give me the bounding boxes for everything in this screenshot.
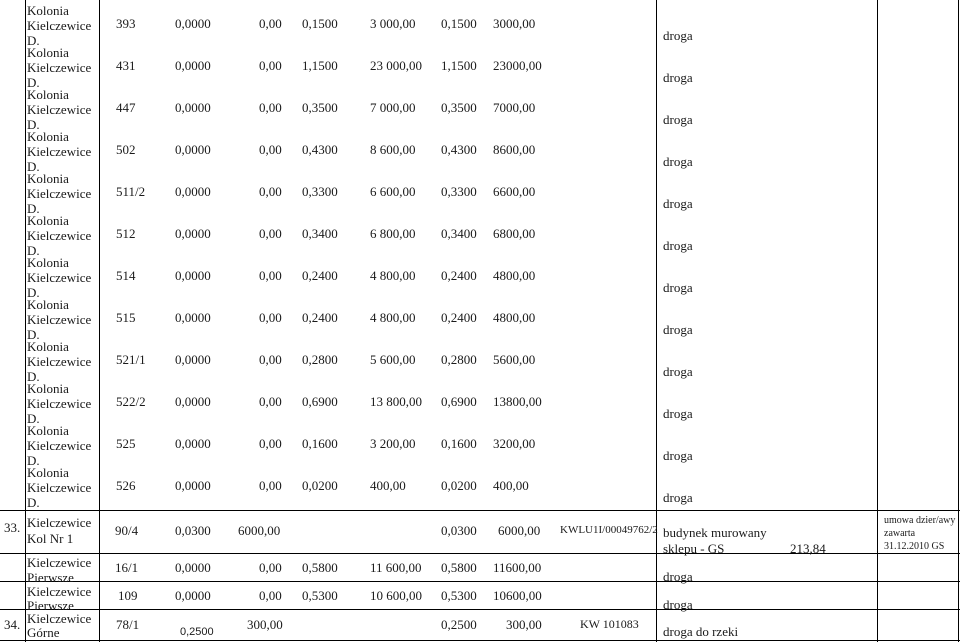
value-cell: 0,0000 [175,352,211,367]
value-cell: 3 200,00 [370,436,416,451]
value-cell: 0,3500 [302,100,338,115]
use-description: droga [663,112,693,127]
value-area-total: 0,5300 [441,588,477,603]
value-cell: 23000,00 [493,58,542,73]
location-line: Kolonia [27,423,69,438]
location-line: D. [27,453,40,468]
value-cell: 0,0000 [175,226,211,241]
column-border [877,0,878,642]
location-line: Kielczewice [27,60,92,75]
value-cell: 6600,00 [493,184,536,199]
value-area: 0,2500 [180,626,214,638]
value-area-total: 0,2500 [441,617,477,632]
value-cell: 4800,00 [493,310,536,325]
location-line: Kolonia [27,3,69,18]
location-line: Kielczewice [27,480,92,495]
location-line: D. [27,159,40,174]
use-description: droga [663,364,693,379]
location-line: Kielczewice [27,144,92,159]
use-description: droga [663,280,693,295]
location-line: D. [27,201,40,216]
location-line: D. [27,495,40,510]
location-line: Kolonia [27,465,69,480]
location-line: Kolonia [27,87,69,102]
value-cell: 23 000,00 [370,58,422,73]
parcel-number: 515 [116,310,136,325]
location-line: D. [27,117,40,132]
lease-note: 31.12.2010 GS [884,541,945,552]
value-cell: 0,0000 [175,478,211,493]
value-cell: 0,00 [259,352,282,367]
value-area: 0,0000 [175,588,211,603]
use-description: droga [663,569,693,584]
value-cell: 400,00 [493,478,529,493]
location-line: Kielczewice [27,438,92,453]
value-cell: 0,3400 [441,226,477,241]
row-border [0,581,960,582]
value-cell: 4 800,00 [370,268,416,283]
location-line: Kielczewice [27,312,92,327]
value-cell: 0,0000 [175,436,211,451]
value-cell: 0,2400 [441,310,477,325]
value-cell: 0,2800 [302,352,338,367]
value-total: 11600,00 [493,560,542,575]
location-line: D. [27,33,40,48]
value-area: 0,0000 [175,560,211,575]
value-cell: 0,0000 [175,268,211,283]
location-line: Kielczewice [27,270,92,285]
value-cell: 0,0000 [175,394,211,409]
lp-number: 34. [4,617,21,632]
value-cell: 8 600,00 [370,142,416,157]
value-cell: 7 000,00 [370,100,416,115]
parcel-number: 526 [116,478,136,493]
location-line: Kielczewice [27,18,92,33]
location-line: Kielczewice [27,555,92,570]
use-description: sklepu - GS [663,541,725,556]
parcel-number: 431 [116,58,136,73]
value-cell: 0,0000 [175,58,211,73]
use-description: droga [663,490,693,505]
parcel-number: 521/1 [116,352,146,367]
use-description: droga do rzeki [663,624,739,639]
value-cell: 13 800,00 [370,394,422,409]
location-line: Kolonia [27,129,69,144]
value-cell: 0,1600 [302,436,338,451]
value-cell: 4 800,00 [370,310,416,325]
value-cell: 5 600,00 [370,352,416,367]
column-border [99,0,100,642]
value-cell: 1,1500 [302,58,338,73]
location-line: Kielczewice [27,228,92,243]
location-line: Kolonia [27,171,69,186]
value-cell: 0,0000 [175,16,211,31]
location-line: Kielczewice [27,584,92,599]
value-cell: 0,1600 [441,436,477,451]
parcel-number: 78/1 [116,617,140,632]
location-line: Kolonia [27,339,69,354]
location-line: Kolonia [27,381,69,396]
value-cell: 0,4300 [441,142,477,157]
location-line: Kielczewice [27,186,92,201]
value-total: 10600,00 [493,588,542,603]
value-cell: 4800,00 [493,268,536,283]
location-line: D. [27,327,40,342]
value-cell: 0,0000 [175,184,211,199]
value-price: 0,00 [259,588,282,603]
value-cell: 0,00 [259,58,282,73]
land-register-number: KW 101083 [580,617,639,631]
value-cell: 6 800,00 [370,226,416,241]
value-cell: 0,00 [259,184,282,199]
location-line: Kolonia [27,255,69,270]
value-cell: 0,6900 [441,394,477,409]
parcel-number: 447 [116,100,136,115]
value-cell: 0,00 [259,16,282,31]
column-border [656,0,657,642]
parcel-number: 522/2 [116,394,146,409]
value-cell: 0,3300 [302,184,338,199]
value-sub: 10 600,00 [370,588,422,603]
use-description: droga [663,406,693,421]
land-register-number: KWLU1I/00049762/2 [560,524,658,536]
value-total: 300,00 [506,617,542,632]
value-price: 300,00 [247,617,283,632]
use-description: droga [663,597,693,612]
location-line: Pierwsze [27,598,74,613]
value-cell: 0,3500 [441,100,477,115]
parcel-number: 90/4 [115,523,139,538]
location-line: Kielczewice [27,611,92,626]
value-cell: 7000,00 [493,100,536,115]
column-border [25,0,26,642]
value-cell: 0,00 [259,226,282,241]
value-cell: 0,3400 [302,226,338,241]
use-description: droga [663,196,693,211]
value-price: 0,00 [259,560,282,575]
lp-number: 33. [4,520,21,535]
location-line: Kielczewice [27,396,92,411]
value-cell: 0,00 [259,394,282,409]
value-cell: 0,4300 [302,142,338,157]
use-description: droga [663,70,693,85]
parcel-number: 514 [116,268,136,283]
value-cell: 0,2400 [441,268,477,283]
value-cell: 0,2400 [302,268,338,283]
value-cell: 0,0200 [441,478,477,493]
value-cell: 6800,00 [493,226,536,241]
location-line: D. [27,285,40,300]
parcel-number: 511/2 [116,184,146,199]
use-description: budynek murowany [663,525,767,540]
row-border [0,510,960,511]
value-cell: 1,1500 [441,58,477,73]
use-description: droga [663,154,693,169]
value-cell: 0,2800 [441,352,477,367]
value-cell: 0,0000 [175,100,211,115]
row-border [0,609,960,610]
value-price: 6000,00 [238,523,281,538]
value-cell: 3 000,00 [370,16,416,31]
parcel-number: 512 [116,226,136,241]
location-line: D. [27,411,40,426]
location-line: D. [27,75,40,90]
row-border [0,640,960,641]
value-cell: 5600,00 [493,352,536,367]
value-cell: 0,6900 [302,394,338,409]
value-area-sub: 0,5300 [302,588,338,603]
value-area-total: 0,5800 [441,560,477,575]
value-cell: 13800,00 [493,394,542,409]
value-cell: 3200,00 [493,436,536,451]
column-border [958,0,959,642]
use-description: droga [663,238,693,253]
value-cell: 3000,00 [493,16,536,31]
location-line: D. [27,369,40,384]
use-description: droga [663,448,693,463]
value-cell: 0,0200 [302,478,338,493]
parcel-number: 16/1 [115,560,139,575]
parcel-number: 525 [116,436,136,451]
value-cell: 0,0000 [175,310,211,325]
value-cell: 8600,00 [493,142,536,157]
location-line: Kielczewice [27,102,92,117]
location-line: Pierwsze [27,570,74,585]
value-cell: 0,00 [259,436,282,451]
value-area-total: 0,0300 [441,523,477,538]
location-line: Kol Nr 1 [27,531,74,546]
value-cell: 0,00 [259,268,282,283]
value-cell: 0,00 [259,478,282,493]
location-line: Kielczewice [27,354,92,369]
value-cell: 0,00 [259,142,282,157]
parcel-number: 502 [116,142,136,157]
floor-area: 213,84 [790,541,826,556]
value-cell: 0,3300 [441,184,477,199]
use-description: droga [663,322,693,337]
value-total: 6000,00 [498,523,541,538]
value-cell: 6 600,00 [370,184,416,199]
value-cell: 0,00 [259,310,282,325]
location-line: Kolonia [27,45,69,60]
value-cell: 0,0000 [175,142,211,157]
value-cell: 0,1500 [302,16,338,31]
location-line: Kolonia [27,213,69,228]
location-line: D. [27,243,40,258]
value-sub: 11 600,00 [370,560,422,575]
lease-note: umowa dzier/awy [884,515,956,526]
parcel-number: 109 [118,588,138,603]
location-line: Górne [27,625,60,640]
location-line: Kolonia [27,297,69,312]
location-line: Kielczewice [27,515,92,530]
value-cell: 0,00 [259,100,282,115]
value-area: 0,0300 [175,523,211,538]
value-cell: 400,00 [370,478,406,493]
use-description: droga [663,28,693,43]
value-cell: 0,1500 [441,16,477,31]
value-cell: 0,2400 [302,310,338,325]
lease-note: zawarta [884,528,916,539]
parcel-number: 393 [116,16,136,31]
value-area-sub: 0,5800 [302,560,338,575]
